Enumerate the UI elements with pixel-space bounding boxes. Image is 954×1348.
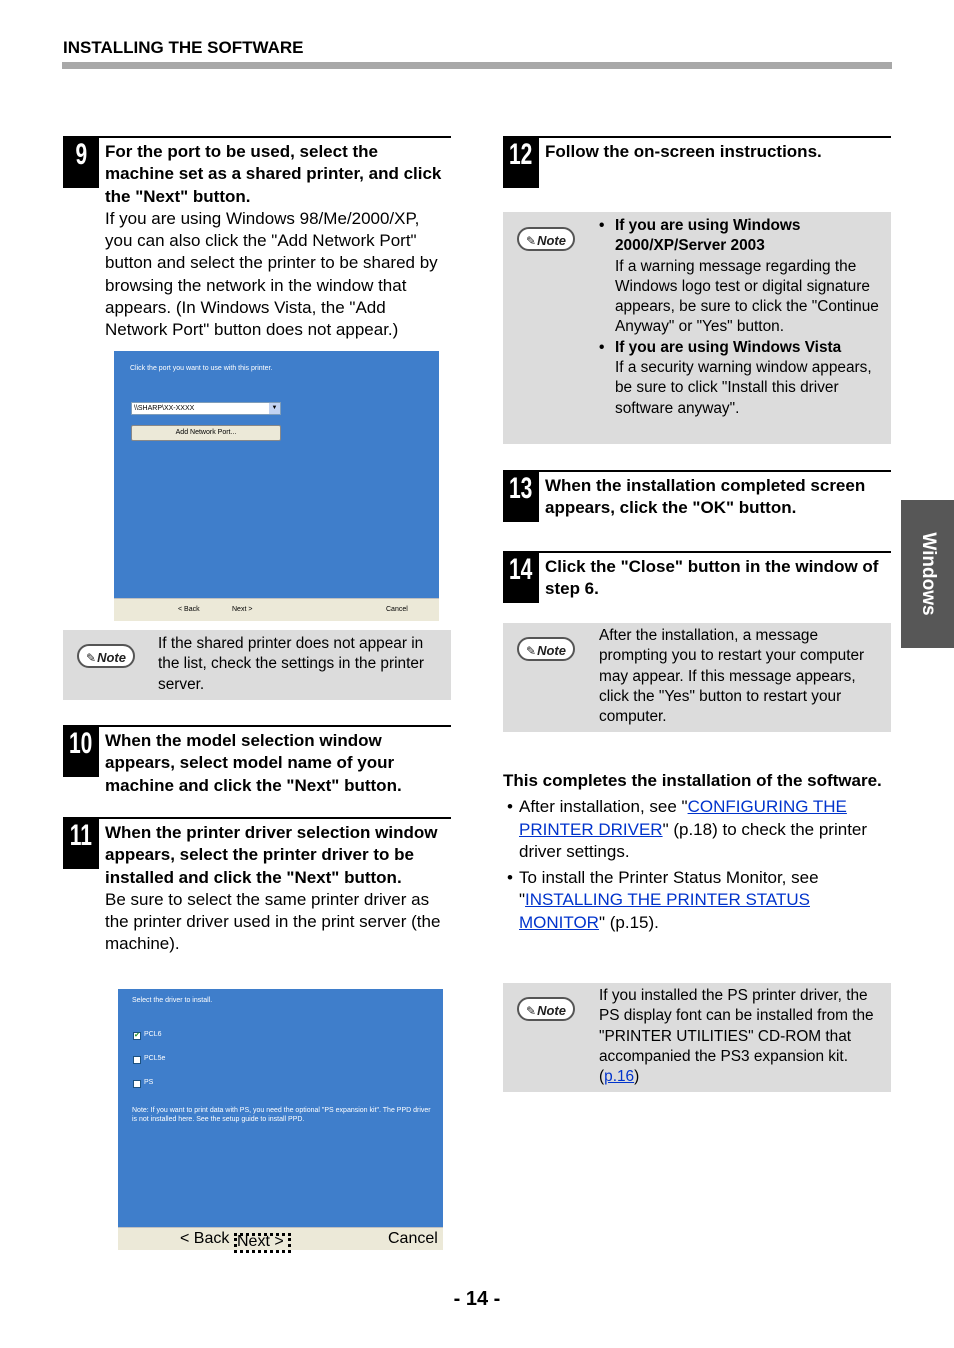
next-button[interactable]: Next > bbox=[234, 1233, 291, 1253]
configuring-printer-driver-link[interactable]: CONFIGURING THE PRINTER DRIVER bbox=[519, 797, 847, 839]
step-rule bbox=[63, 817, 451, 819]
step-12 bbox=[503, 136, 891, 190]
step-number: 14 bbox=[503, 551, 539, 603]
dialog-prompt: Click the port you want to use with this printer. bbox=[130, 365, 273, 372]
step-number: 10 bbox=[63, 725, 99, 777]
note-badge: ✎Note bbox=[77, 644, 135, 668]
step-number: 11 bbox=[63, 817, 99, 869]
step-rule bbox=[63, 725, 451, 727]
step-text bbox=[545, 141, 891, 163]
pencil-icon: ✎ bbox=[526, 234, 537, 248]
back-button[interactable]: < Back bbox=[178, 606, 200, 613]
step-rule bbox=[503, 551, 891, 553]
note-text: If you installed the PS printer driver, the PS display font can be installed from the "PRINTER UTILITIES" CD-ROM that accompanied the PS3 expansion kit. (p.16) bbox=[599, 987, 874, 1086]
list-item: • If you are using Windows 2000/XP/Server 2003 If a warning message regarding the Windows logo test or digital signature appears, be sure to click the "Continue Anyway" or "Yes" button. bbox=[599, 216, 884, 338]
step-11 bbox=[63, 817, 451, 982]
note-text: If the shared printer does not appear in the list, check the settings in the printer server. bbox=[158, 635, 425, 693]
checkbox-label: PCL5e bbox=[144, 1055, 166, 1062]
cancel-button[interactable]: Cancel bbox=[386, 606, 408, 613]
checkbox-label: PS bbox=[144, 1079, 154, 1086]
step-14 bbox=[503, 551, 891, 605]
step-instruction: When the model selection window appears, select model name of your machine and click the "Next" button. bbox=[105, 731, 402, 795]
note-box bbox=[503, 623, 891, 732]
port-selection-screenshot bbox=[114, 351, 439, 598]
checkbox-ps[interactable] bbox=[133, 1080, 141, 1088]
note-badge: ✎Note bbox=[517, 227, 575, 251]
dialog-button-bar bbox=[118, 1227, 443, 1250]
pencil-icon: ✎ bbox=[86, 651, 97, 665]
note-badge: ✎Note bbox=[517, 997, 575, 1021]
completion-title: This completes the installation of the software. bbox=[503, 771, 882, 790]
dialog-note: Note: If you want to print data with PS, you need the optional "PS expansion kit". The PPD driver is not installed here. See the setup guide to install PPD. bbox=[132, 1107, 431, 1123]
list-item: • If you are using Windows Vista If a security warning window appears, be sure to click "Install this driver software anyway". bbox=[599, 338, 884, 419]
step-text bbox=[105, 822, 451, 956]
step-13 bbox=[503, 470, 891, 524]
note-text bbox=[599, 216, 884, 419]
note-box bbox=[503, 212, 891, 444]
step-instruction: When the printer driver selection window appears, select the printer driver to be installed and click the "Next" button. bbox=[105, 823, 438, 887]
dialog-prompt: Select the driver to install. bbox=[132, 997, 213, 1004]
windows-side-tab: Windows bbox=[901, 500, 954, 648]
step-instruction: Click the "Close" button in the window of step 6. bbox=[545, 557, 879, 599]
step-rule bbox=[503, 136, 891, 138]
step-instruction: When the installation completed screen appears, click the "OK" button. bbox=[545, 476, 866, 518]
cancel-button[interactable]: Cancel bbox=[388, 1230, 438, 1247]
step-rule bbox=[503, 470, 891, 472]
step-number: 13 bbox=[503, 470, 539, 522]
list-item: • After installation, see "CONFIGURING THE PRINTER DRIVER" (p.18) to check the printer driver settings. bbox=[503, 796, 891, 863]
checkbox-label: PCL6 bbox=[144, 1031, 162, 1038]
step-rule bbox=[63, 136, 451, 138]
step-9 bbox=[63, 136, 451, 348]
driver-selection-screenshot bbox=[118, 989, 443, 1227]
pencil-icon: ✎ bbox=[526, 644, 537, 658]
note-text: After the installation, a message prompting you to restart your computer may appear. If this message appears, click the "Yes" button to restart your computer. bbox=[599, 627, 865, 726]
step-body: If you are using Windows 98/Me/2000/XP, you can also click the "Add Network Port" button and select the printer to be shared by browsing the network in the window that appears. (In Windows Vista, the "Add Network Port" button does not appear.) bbox=[105, 208, 438, 340]
step-text bbox=[545, 556, 891, 601]
port-combo[interactable]: \\SHARP\XX-XXXX ▼ bbox=[131, 402, 281, 415]
list-item: • To install the Printer Status Monitor, see "INSTALLING THE PRINTER STATUS MONITOR" (p.15). bbox=[503, 867, 891, 934]
note-box bbox=[503, 983, 891, 1092]
note-box bbox=[63, 630, 451, 700]
back-button[interactable]: < Back bbox=[180, 1230, 230, 1247]
checkbox-pcl6[interactable]: ✔ bbox=[134, 1032, 140, 1039]
page-16-link[interactable]: p.16 bbox=[604, 1068, 635, 1086]
step-text bbox=[105, 730, 451, 797]
next-button[interactable]: Next > bbox=[232, 606, 253, 613]
chevron-down-icon: ▼ bbox=[269, 403, 280, 414]
pencil-icon: ✎ bbox=[526, 1004, 537, 1018]
completion-section bbox=[503, 770, 891, 934]
header-rule bbox=[62, 62, 892, 69]
dialog-button-bar bbox=[114, 598, 439, 621]
step-number: 9 bbox=[63, 136, 99, 188]
checkbox-pcl5e[interactable] bbox=[133, 1056, 141, 1064]
step-instruction: Follow the on-screen instructions. bbox=[545, 142, 822, 161]
step-number: 12 bbox=[503, 136, 539, 188]
step-text bbox=[545, 475, 891, 520]
step-instruction: For the port to be used, select the machine set as a shared printer, and click the "Next" button. bbox=[105, 142, 442, 206]
step-10 bbox=[63, 725, 451, 805]
page-number: - 14 - bbox=[453, 1288, 501, 1310]
add-network-port-button[interactable]: Add Network Port... bbox=[131, 425, 281, 441]
step-body: Be sure to select the same printer driver as the printer driver used in the print server (the machine). bbox=[105, 889, 441, 954]
installing-status-monitor-link[interactable]: INSTALLING THE PRINTER STATUS MONITOR bbox=[519, 890, 810, 932]
step-text bbox=[105, 141, 451, 342]
page-header-title: INSTALLING THE SOFTWARE bbox=[63, 38, 304, 57]
note-badge: ✎Note bbox=[517, 637, 575, 661]
